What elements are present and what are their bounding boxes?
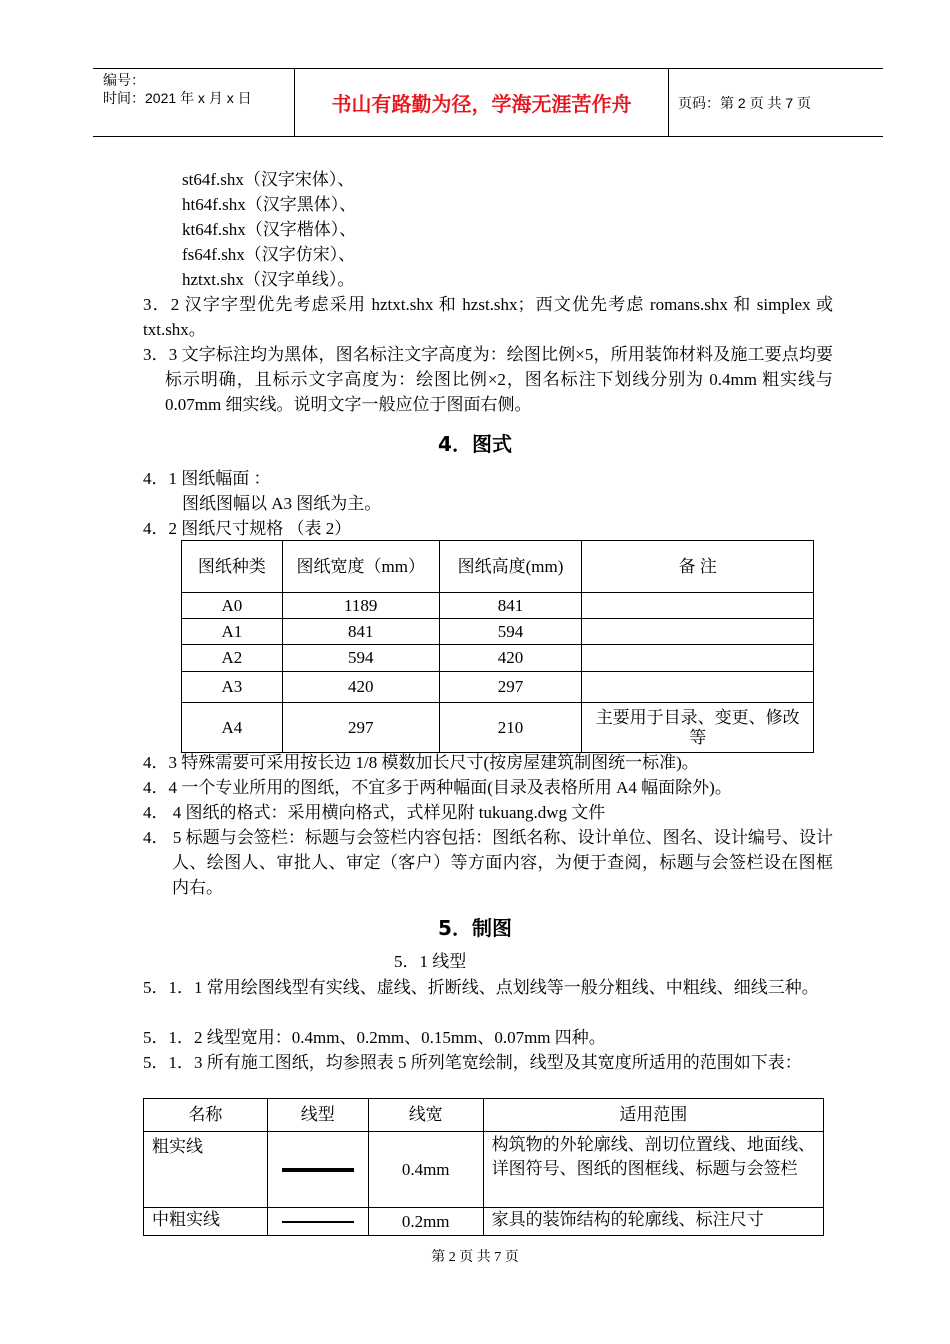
paragraph-4-3: 4．3 特殊需要可采用按长边 1/8 模数加长尺寸(按房屋建筑制图统一标准)。 bbox=[143, 753, 699, 772]
table-cell: 841 bbox=[439, 593, 582, 619]
table-cell bbox=[582, 645, 814, 672]
font-list-item: ht64f.shx（汉字黑体）、 bbox=[182, 195, 357, 214]
table-cell bbox=[582, 619, 814, 645]
font-list-item: st64f.shx（汉字宋体）、 bbox=[182, 170, 355, 189]
heading-4: 4．图式 bbox=[438, 432, 512, 456]
table-cell bbox=[582, 672, 814, 703]
header-time-label: 时间：2021 年 x 月 x 日 bbox=[103, 90, 252, 106]
table-cell: 0.4mm bbox=[368, 1132, 483, 1208]
table-header-cell: 备 注 bbox=[582, 541, 814, 593]
table-header-cell: 适用范围 bbox=[483, 1099, 823, 1132]
table-header-cell: 线型 bbox=[267, 1099, 368, 1132]
line-sample bbox=[282, 1221, 354, 1223]
page-header bbox=[93, 68, 883, 137]
table-row bbox=[182, 593, 814, 619]
table-cell: 构筑物的外轮廓线、剖切位置线、地面线、详图符号、图纸的图框线、标题与会签栏 bbox=[483, 1132, 823, 1208]
paragraph-4-4a: 4．4 一个专业所用的图纸，不宜多于两种幅面(目录及表格所用 A4 幅面除外)。 bbox=[143, 778, 732, 797]
header-motto: 书山有路勤为径，学海无涯苦作舟 bbox=[295, 69, 669, 136]
table-cell: 家具的装饰结构的轮廓线、标注尺寸 bbox=[483, 1208, 823, 1236]
table-row bbox=[182, 645, 814, 672]
header-number-label: 编号： bbox=[103, 72, 145, 88]
paragraph-4-1: 4．1 图纸幅面 ： bbox=[143, 469, 271, 488]
font-list-item: fs64f.shx（汉字仿宋）、 bbox=[182, 245, 356, 264]
table-cell: 297 bbox=[439, 672, 582, 703]
table-cell: 粗实线 bbox=[144, 1132, 268, 1208]
paragraph-4-1-body: 图纸图幅以 A3 图纸为主。 bbox=[182, 494, 382, 513]
table-row bbox=[144, 1208, 824, 1236]
header-page-info: 页码：第 2 页 共 7 页 bbox=[678, 94, 812, 111]
table-cell: 主要用于目录、变更、修改等 bbox=[582, 703, 814, 753]
table-cell: 中粗实线 bbox=[144, 1208, 268, 1236]
table-cell: A3 bbox=[182, 672, 283, 703]
table-cell: A4 bbox=[182, 703, 283, 753]
table-cell: 297 bbox=[282, 703, 439, 753]
header-meta-cell bbox=[93, 69, 295, 136]
paper-size-table bbox=[181, 540, 814, 753]
table-cell bbox=[582, 593, 814, 619]
table-cell: 594 bbox=[439, 619, 582, 645]
table-cell: 420 bbox=[282, 672, 439, 703]
table-header-cell: 图纸高度(mm) bbox=[439, 541, 582, 593]
page-footer: 第 2 页 共 7 页 bbox=[431, 1250, 519, 1265]
paragraph-3-2: 3．2 汉字字型优先考虑采用 hztxt.shx 和 hzst.shx；西文优先考虑 romans.shx 和 simplex 或 txt.shx。 bbox=[143, 295, 833, 339]
table-cell: 210 bbox=[439, 703, 582, 753]
table-cell: 0.2mm bbox=[368, 1208, 483, 1236]
table-row bbox=[144, 1132, 824, 1208]
heading-5: 5．制图 bbox=[438, 916, 512, 940]
paragraph-5-1-1: 5．1．1 常用绘图线型有实线、虚线、折断线、点划线等一般分粗线、中粗线、细线三种。 bbox=[143, 978, 819, 997]
table-cell: 420 bbox=[439, 645, 582, 672]
table-row bbox=[182, 703, 814, 753]
paragraph-5-1-3: 5．1．3 所有施工图纸，均参照表 5 所列笔宽绘制，线型及其宽度所适用的范围如下表： bbox=[143, 1053, 802, 1072]
paragraph-4-4b: 4． 4 图纸的格式：采用横向格式，式样见附 tukuang.dwg 文件 bbox=[143, 803, 606, 822]
paragraph-3-3: 3．3 文字标注均为黑体，图名标注文字高度为：绘图比例×5，所用装饰材料及施工要点均要标示明确，且标示文字高度为：绘图比例×2，图名标注下划线分别为 0.4mm 粗实线与 0.07mm 细实线。说明文字一般应位于图面右侧。 bbox=[143, 345, 833, 414]
font-list-item: hztxt.shx（汉字单线）。 bbox=[182, 270, 355, 289]
line-sample-cell bbox=[267, 1132, 368, 1208]
table-header-cell: 图纸种类 bbox=[182, 541, 283, 593]
table-cell: 594 bbox=[282, 645, 439, 672]
table-cell: 841 bbox=[282, 619, 439, 645]
table-cell: A0 bbox=[182, 593, 283, 619]
table-row bbox=[182, 672, 814, 703]
line-sample-cell bbox=[267, 1208, 368, 1236]
table-header-row bbox=[144, 1099, 824, 1132]
table-cell: A1 bbox=[182, 619, 283, 645]
paragraph-5-1-2: 5．1．2 线型宽用：0.4mm、0.2mm、0.15mm、0.07mm 四种。 bbox=[143, 1028, 606, 1047]
table-row bbox=[182, 619, 814, 645]
line-sample bbox=[282, 1168, 354, 1172]
table-cell: A2 bbox=[182, 645, 283, 672]
paragraph-4-5: 4． 5 标题与会签栏：标题与会签栏内容包括：图纸名称、设计单位、图名、设计编号、设计人、绘图人、审批人、审定（客户）等方面内容，为便于查阅，标题与会签栏设在图框内右。 bbox=[143, 828, 833, 897]
table-cell: 1189 bbox=[282, 593, 439, 619]
table-header-cell: 线宽 bbox=[368, 1099, 483, 1132]
table-header-cell: 名称 bbox=[144, 1099, 268, 1132]
table-header-cell: 图纸宽度（mm） bbox=[282, 541, 439, 593]
subheading-5-1: 5．1 线型 bbox=[394, 952, 467, 971]
paragraph-4-2: 4．2 图纸尺寸规格 （表 2） bbox=[143, 519, 352, 538]
font-list-item: kt64f.shx（汉字楷体）、 bbox=[182, 220, 357, 239]
line-type-table bbox=[143, 1098, 824, 1236]
table-header-row bbox=[182, 541, 814, 593]
